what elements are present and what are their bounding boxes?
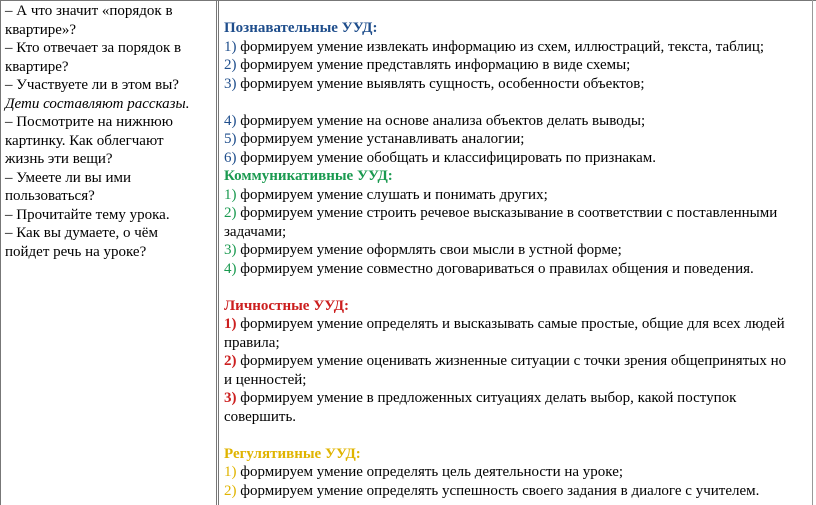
dialogue-line: – Кто отвечает за порядок в <box>5 40 182 56</box>
item-text: формируем умение представлять информацию в виде схемы; <box>236 57 631 73</box>
item-number: 3) <box>224 242 237 258</box>
dialogue-line: – Как вы думаете, о чём <box>5 225 158 241</box>
item-text: формируем умение оформлять свои мысли в устной форме; <box>236 242 622 258</box>
cognitive-item <box>224 75 816 94</box>
regulative-heading: Регулятивные УУД: <box>224 445 361 462</box>
cognitive-item <box>224 112 816 131</box>
item-text: формируем умение определять и высказывать самые простые, общие для всех людей <box>236 316 785 332</box>
cognitive-item <box>224 56 816 75</box>
dialogue-line: – Посмотрите на нижнюю <box>5 114 173 130</box>
dialogue-note: Дети составляют рассказы. <box>5 95 190 112</box>
dialogue-line: квартире»? <box>5 21 77 38</box>
dialogue-line: пойдет речь на уроке? <box>5 243 147 260</box>
item-text: формируем умение извлекать информацию из схем, иллюстраций, текста, таблиц; <box>236 38 765 55</box>
column-divider-2 <box>218 0 219 505</box>
personal-item <box>224 315 816 334</box>
item-text: формируем умение устанавливать аналогии; <box>236 131 525 147</box>
item-text: формируем умение обобщать и классифицировать по признакам. <box>236 149 656 166</box>
table-top-border <box>0 0 816 1</box>
spacer <box>224 426 816 445</box>
item-text: формируем умение определять цель деятельности на уроке; <box>236 464 624 480</box>
personal-item <box>224 352 816 371</box>
item-number: 4) <box>224 260 237 277</box>
item-number: 4) <box>224 112 237 129</box>
item-number: 1) <box>224 38 237 55</box>
item-text: формируем умение в предложенных ситуациях делать выбор, какой поступок <box>236 390 737 406</box>
communicative-item <box>224 204 816 223</box>
item-number: 2) <box>224 57 237 73</box>
dialogue-line: – Участвуете ли в этом вы? <box>5 77 179 93</box>
item-text: формируем умение определять успешность своего задания в диалоге с учителем. <box>236 482 760 499</box>
table-left-border <box>0 0 1 505</box>
dialogue-line: – А что значит «порядок в <box>5 3 173 19</box>
item-number: 2) <box>224 205 237 221</box>
item-text: формируем умение на основе анализа объектов делать выводы; <box>236 112 646 129</box>
item-text: формируем умение оценивать жизненные ситуации с точки зрения общепринятых но <box>236 353 787 369</box>
column-divider-1 <box>216 0 217 505</box>
regulative-item <box>224 482 816 501</box>
item-number: 1) <box>224 186 237 203</box>
dialogue-line: картинку. Как облегчают <box>5 132 164 149</box>
item-continuation: правила; <box>224 334 280 351</box>
personal-item <box>224 389 816 408</box>
item-number: 2) <box>224 482 237 499</box>
item-continuation: совершить. <box>224 408 297 425</box>
regulative-item <box>224 463 816 482</box>
cognitive-item <box>224 149 816 168</box>
item-continuation: и ценностей; <box>224 371 307 388</box>
item-text: формируем умение слушать и понимать других; <box>236 186 548 203</box>
cognitive-item <box>224 130 816 149</box>
teacher-dialogue-cell <box>5 2 210 261</box>
spacer <box>224 93 816 112</box>
communicative-item <box>224 241 816 260</box>
item-number: 3) <box>224 75 237 92</box>
item-number: 5) <box>224 131 237 147</box>
item-text: формируем умение строить речевое высказывание в соответствии с поставленными <box>236 205 778 221</box>
dialogue-line: – Умеете ли вы ими <box>5 169 132 186</box>
cognitive-item <box>224 38 816 57</box>
learning-outcomes-cell <box>224 19 816 500</box>
item-number: 3) <box>224 390 237 406</box>
personal-heading: Личностные УУД: <box>224 297 350 314</box>
communicative-item <box>224 260 816 279</box>
dialogue-line: квартире? <box>5 58 69 75</box>
item-number: 6) <box>224 149 237 166</box>
spacer <box>224 278 816 297</box>
item-continuation: задачами; <box>224 223 287 240</box>
dialogue-line: жизнь эти вещи? <box>5 151 113 167</box>
item-number: 1) <box>224 316 237 332</box>
communicative-heading: Коммуникативные УУД: <box>224 168 393 184</box>
cognitive-heading: Познавательные УУД: <box>224 20 378 36</box>
dialogue-line: пользоваться? <box>5 188 95 204</box>
item-number: 2) <box>224 353 237 369</box>
item-text: формируем умение совместно договариваться о правилах общения и поведения. <box>236 260 754 277</box>
dialogue-line: – Прочитайте тему урока. <box>5 206 170 223</box>
communicative-item <box>224 186 816 205</box>
item-number: 1) <box>224 464 237 480</box>
item-text: формируем умение выявлять сущность, особенности объектов; <box>236 75 645 92</box>
